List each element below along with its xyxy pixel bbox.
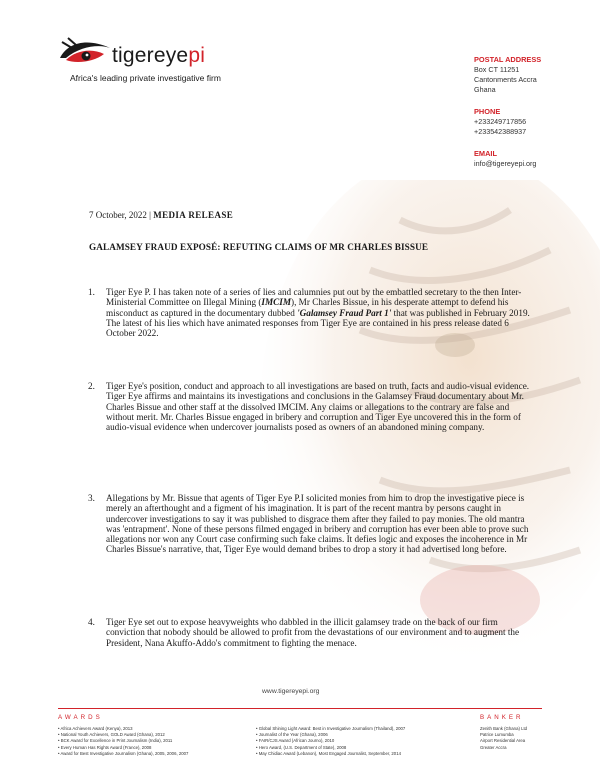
paragraph-number: 2.	[88, 381, 95, 391]
release-dateline	[89, 210, 233, 220]
award-item: • Africa Achievers Award (Kenya), 2013	[58, 726, 133, 731]
banker-heading: BANKER	[480, 714, 524, 721]
email-label: EMAIL	[474, 149, 497, 158]
awards-list-right	[256, 726, 466, 757]
banker-details	[480, 726, 560, 751]
text-run: Tiger Eye P. I has taken note of a series of lies and calumnies put out by the embattled secretary to the then Inter-Ministerial Committee on Illegal Mining (	[106, 287, 522, 308]
award-item: • Every Human Has Rights Award (France), 2008	[58, 744, 152, 750]
paragraph-text: Tiger Eye set out to expose heavyweights who dabbled in the illicit galamsey trade on the back of our firm conviction that nobody should be allowed to profit from the devastations of our environment and to augment the President, Nana Akuffo-Addo's commitment to fighting the menace.	[106, 617, 520, 648]
release-type: MEDIA RELEASE	[153, 210, 234, 220]
footer-divider	[58, 708, 542, 709]
tiger-eye-logo-icon	[58, 36, 114, 68]
paragraph-number: 3.	[88, 493, 95, 503]
text-run: ), Mr Charles Bissue, in his desperate attempt to defend his misconduct as captured in the documentary dubbed	[106, 297, 509, 318]
website-url: www.tigereyepi.org	[262, 688, 320, 695]
awards-list-left	[58, 726, 248, 757]
banker-line: Greater Accra	[480, 744, 507, 750]
phone-number: +233249717856	[474, 117, 527, 126]
emphasis-documentary-title: 'Galamsey Fraud Part 1'	[297, 307, 392, 318]
paragraph-text: Allegations by Mr. Bissue that agents of Tiger Eye P.I solicited monies from him to drop the investigative piece is merely an afterthought and a figment of his imagination. It is part of the recent mantra by persons caught in undercover investigations to say it was published to disgrace them after they failed to pay monies. The old mantra was 'entrapment'. None of these persons filmed engaged in bribery and corruption has ever been able to prove such allegations nor won any Court case confirming such fake claims. It defies logic and exposes the incoherence in Mr Charles Bissue's narrative, that, Tiger Eye would demand bribes to drop a story it had advertised long before.	[106, 493, 529, 555]
postal-address-label: POSTAL ADDRESS	[474, 55, 542, 64]
postal-line: Box CT 11251	[474, 65, 520, 74]
award-item: • May Chidiac Award (Lebanon), Most Engaged Journalist, September, 2014	[256, 750, 401, 756]
text-run: that was published in February 2019. The latest of his lies which have animated responses from Tiger Eye are contained in his press release dated 6 October 2022.	[106, 307, 530, 339]
awards-heading: AWARDS	[58, 714, 103, 721]
award-item: • Journalist of the Year (Ghana), 2006	[256, 732, 328, 738]
phone-label: PHONE	[474, 107, 501, 116]
email-address: info@tigereyepi.org	[474, 159, 537, 168]
brand-prefix: tigereye	[112, 44, 189, 67]
award-item: • Hero Award, (U.S. Department of State), 2008	[256, 744, 347, 750]
paragraph-text	[106, 287, 532, 338]
award-item: • FAIR/CJS Award (African Journo), 2010	[256, 738, 335, 744]
paragraph-number: 4.	[88, 617, 95, 627]
paragraph-text: Tiger Eye's position, conduct and approach to all investigations are based on truth, facts and audio-visual evidence. Tiger Eye affirms and maintains its investigations and conclusions in the Galamsey Fraud documentary about Mr. Charles Bissue and other staff at the dissolved IMCIM. Any claims or allegations to the contrary are false and without merit. Mr. Charles Bissue engaged in bribery and corruption and Tiger Eye uncovered this in the form of audio-visual evidence when undercover journalists posed as owners of an abandoned mining company.	[106, 381, 530, 433]
postal-line: Ghana	[474, 85, 496, 94]
brand-name	[112, 44, 205, 68]
banker-line: Airport Residential Area	[480, 738, 526, 744]
release-title: GALAMSEY FRAUD EXPOSÉ: REFUTING CLAIMS OF MR CHARLES BISSUE	[89, 242, 429, 252]
award-item: • BCK Award for Excellence in Print Journalism (India), 2011	[58, 738, 173, 744]
release-date: 7 October, 2022 |	[89, 210, 151, 220]
paragraph-number: 1.	[88, 287, 95, 297]
contact-block	[474, 55, 589, 169]
postal-line: Cantonments Accra	[474, 75, 537, 84]
award-item: • Global Shining Light Award: Best in Investigative Journalism (Thailand), 2007	[256, 726, 406, 731]
banker-line: Zenith Bank (Ghana) Ltd	[480, 726, 528, 731]
emphasis-imcim: IMCIM	[261, 297, 292, 308]
award-item: • Award for Best Investigative Journalism (Ghana), 2005, 2006, 2007	[58, 750, 189, 756]
phone-number: +233542388937	[474, 127, 527, 136]
banker-line: Patrice Lumumba	[480, 732, 514, 738]
brand-suffix: pi	[188, 44, 206, 67]
brand-tagline: Africa's leading private investigative firm	[70, 73, 221, 83]
award-item: • National Youth Achievers, GOLD Award (Ghana), 2012	[58, 732, 165, 738]
